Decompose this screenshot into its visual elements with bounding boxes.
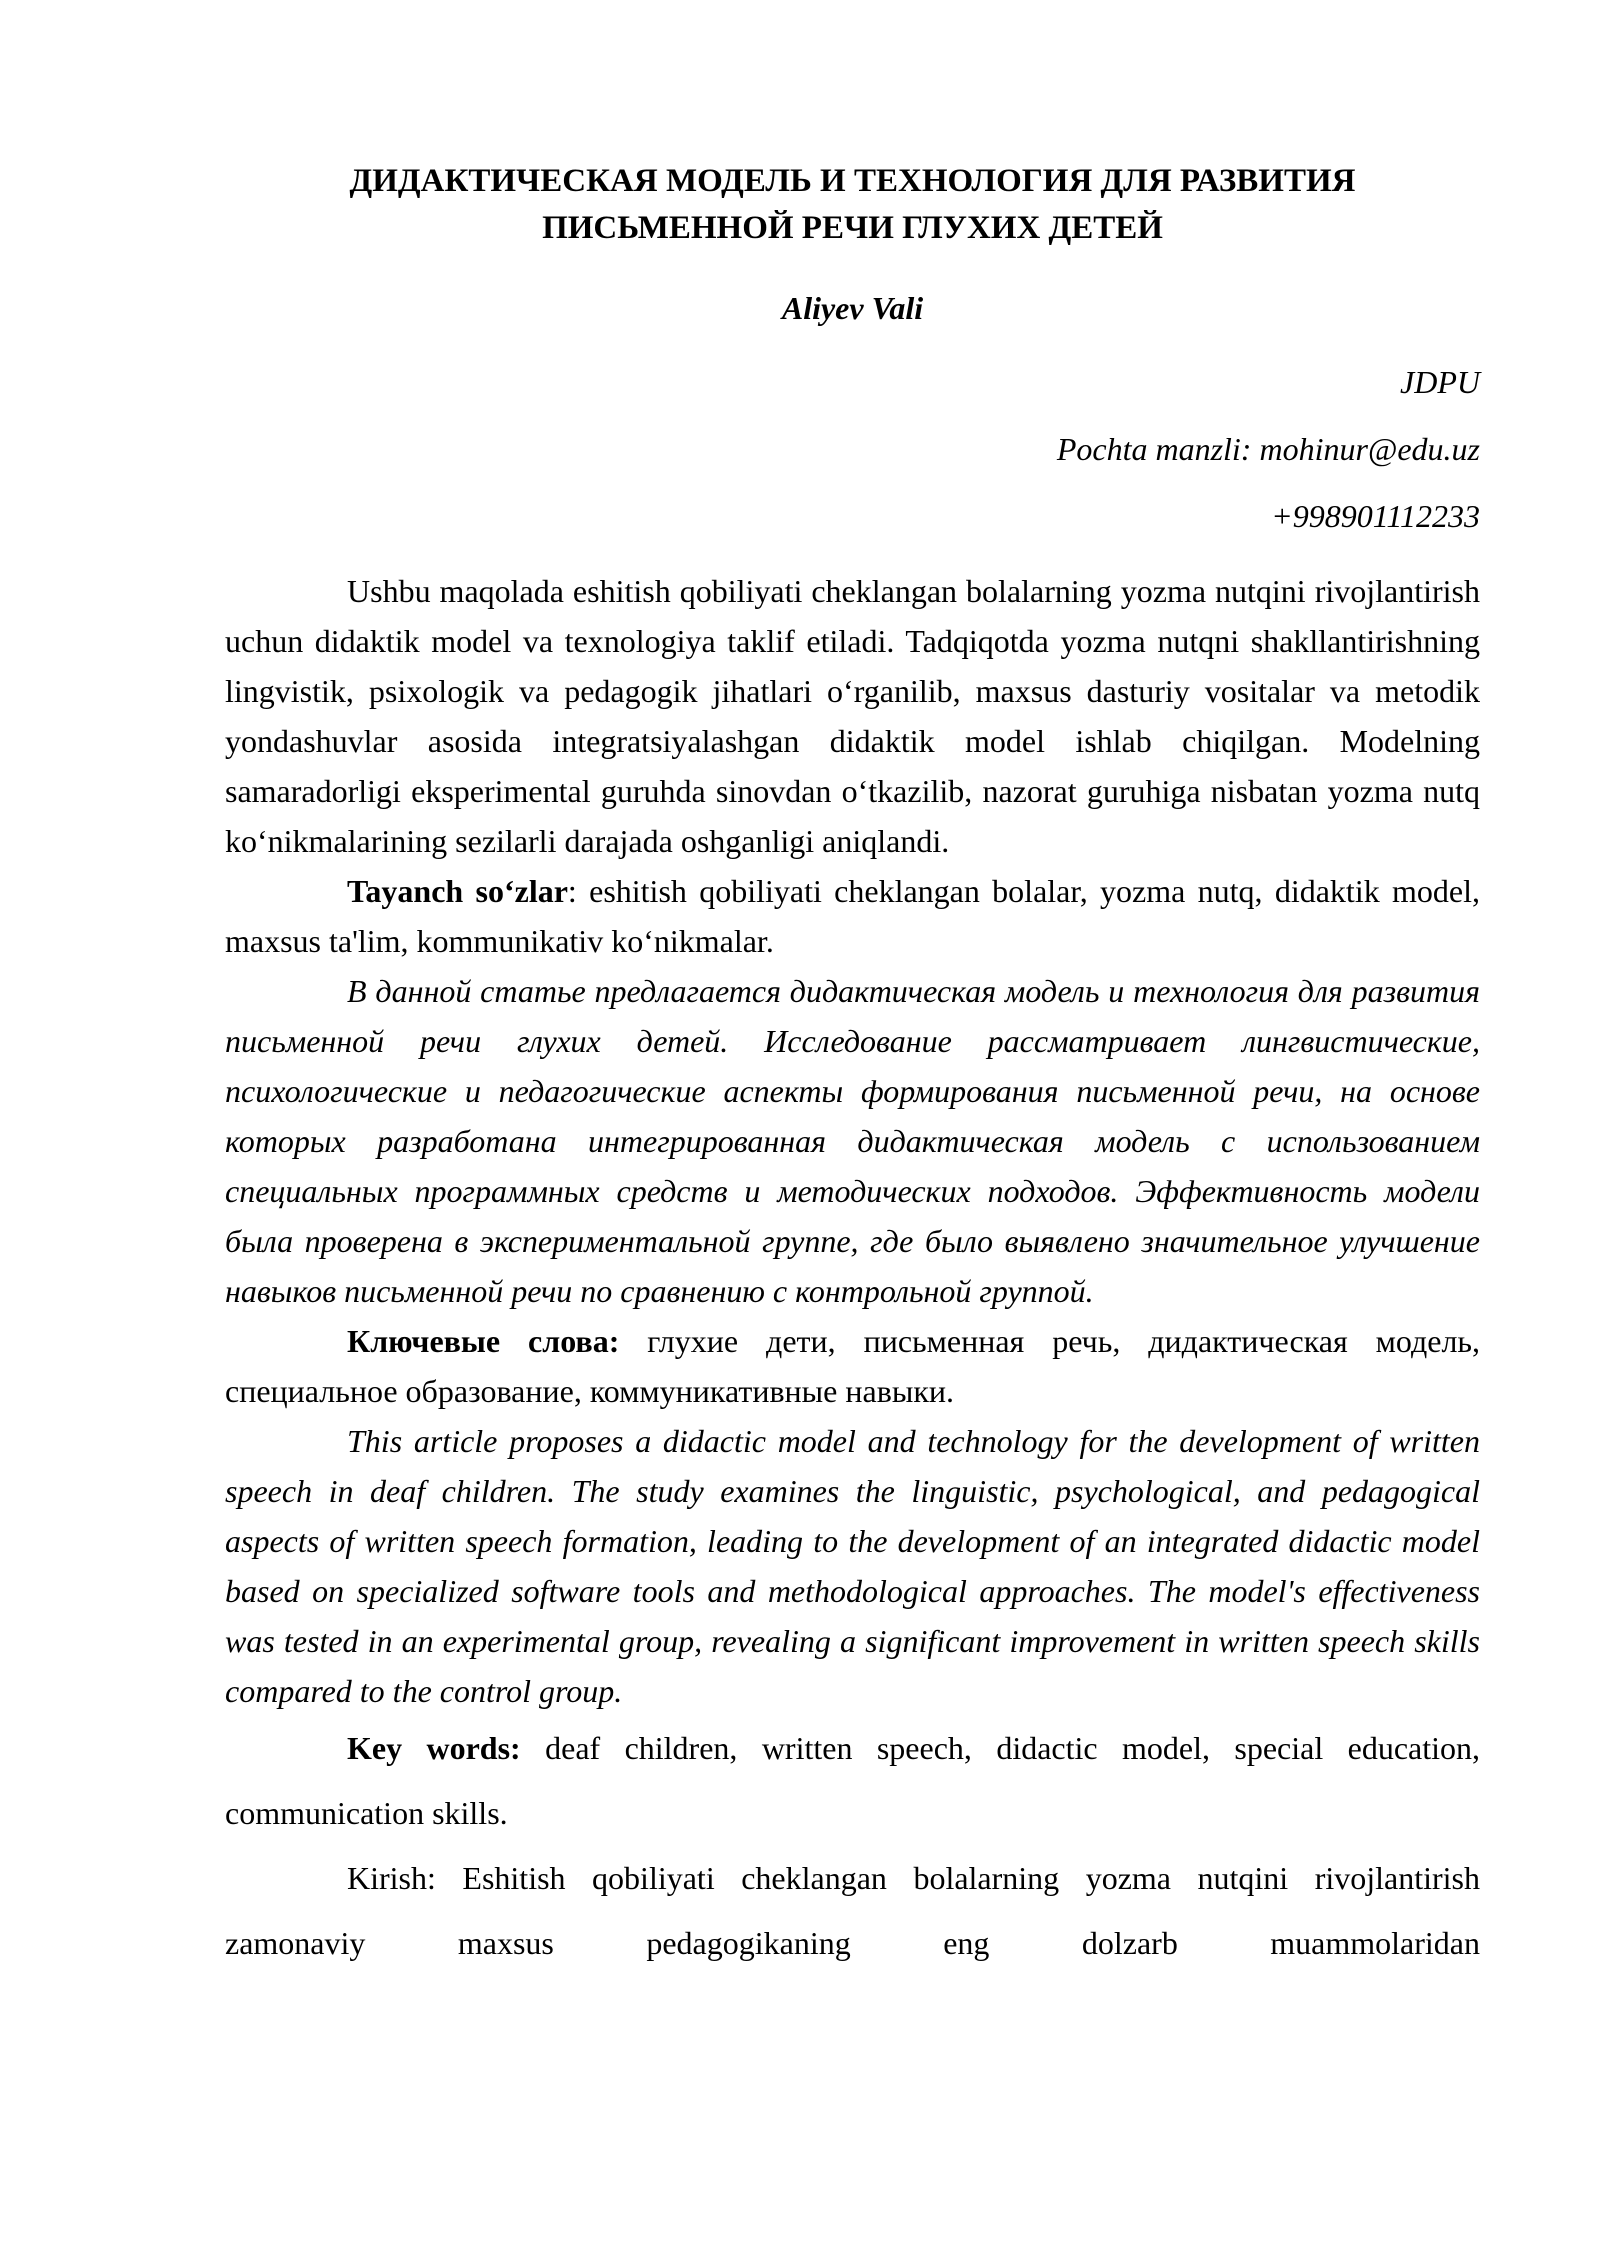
keywords-russian (225, 1316, 1480, 1416)
keywords-uzbek-text: : eshitish qobiliyati cheklangan bolalar, yozma nutq, didaktik model, maxsus ta'lim, kommunikativ ko‘nikmalar. (225, 873, 1481, 959)
keywords-uzbek (225, 866, 1480, 966)
article-title-line2: ПИСЬМЕННОЙ РЕЧИ ГЛУХИХ ДЕТЕЙ (542, 210, 1163, 246)
author-name: Aliyev Vali (781, 290, 924, 326)
abstract-uzbek: Ushbu maqolada eshitish qobiliyati cheklangan bolalarning yozma nutqini rivojlantirish uchun didaktik model va texnologiya taklif etiladi. Tadqiqotda yozma nutqni shakllantirishning lingvistik, psixologik va pedagogik jihatlari o‘rganilib, maxsus dasturiy vositalar va metodik yondashuvlar asosida integratsiyalashgan didaktik model ishlab chiqilgan. Modelning samaradorligi eksperimental guruhda sinovdan o‘tkazilib, nazorat guruhiga nisbatan yozma nutq ko‘nikmalarining sezilarli darajada oshganligi aniqlandi. (225, 573, 1480, 859)
contact-block (225, 359, 1480, 540)
abstract-english: This article proposes a didactic model and technology for the development of written speech in deaf children. The study examines the linguistic, psychological, and pedagogical aspects of written speech formation, leading to the development of an integrated didactic model based on specialized software tools and methodological approaches. The model's effectiveness was tested in an experimental group, revealing a significant improvement in written speech skills compared to the control group. (225, 1423, 1480, 1709)
keywords-russian-label: Ключевые слова: (347, 1323, 620, 1359)
keywords-english-text: deaf children, written speech, didactic model, special education, communication skills. (225, 1730, 1481, 1831)
keywords-english (225, 1716, 1480, 1846)
intro-paragraph: Kirish: Eshitish qobiliyati cheklangan bolalarning yozma nutqini rivojlantirish zamonaviy maxsus pedagogikaning eng dolzarb muammolaridan (225, 1860, 1480, 1961)
email-line: Pochta manzli: mohinur@edu.uz (1056, 431, 1480, 467)
abstract-russian: В данной статье предлагается дидактическая модель и технология для развития письменной речи глухих детей. Исследование рассматривает лингвистические, психологические и педагогические аспекты формирования письменной речи, на основе которых разработана интегрированная дидактическая модель с использованием специальных программных средств и методических подходов. Эффективность модели была проверена в экспериментальной группе, где было выявлено значительное улучшение навыков письменной речи по сравнению с контрольной группой. (225, 973, 1480, 1309)
article-title (225, 158, 1480, 252)
article-title-line1: ДИДАКТИЧЕСКАЯ МОДЕЛЬ И ТЕХНОЛОГИЯ ДЛЯ РАЗВИТИЯ (349, 163, 1356, 199)
keywords-uzbek-label: Tayanch so‘zlar (347, 873, 568, 909)
keywords-english-label: Key words: (347, 1730, 521, 1766)
keywords-russian-text: глухие дети, письменная речь, дидактическая модель, специальное образование, коммуникативные навыки. (225, 1323, 1481, 1409)
phone-number: +998901112233 (1271, 498, 1480, 534)
affiliation: JDPU (1400, 364, 1480, 400)
